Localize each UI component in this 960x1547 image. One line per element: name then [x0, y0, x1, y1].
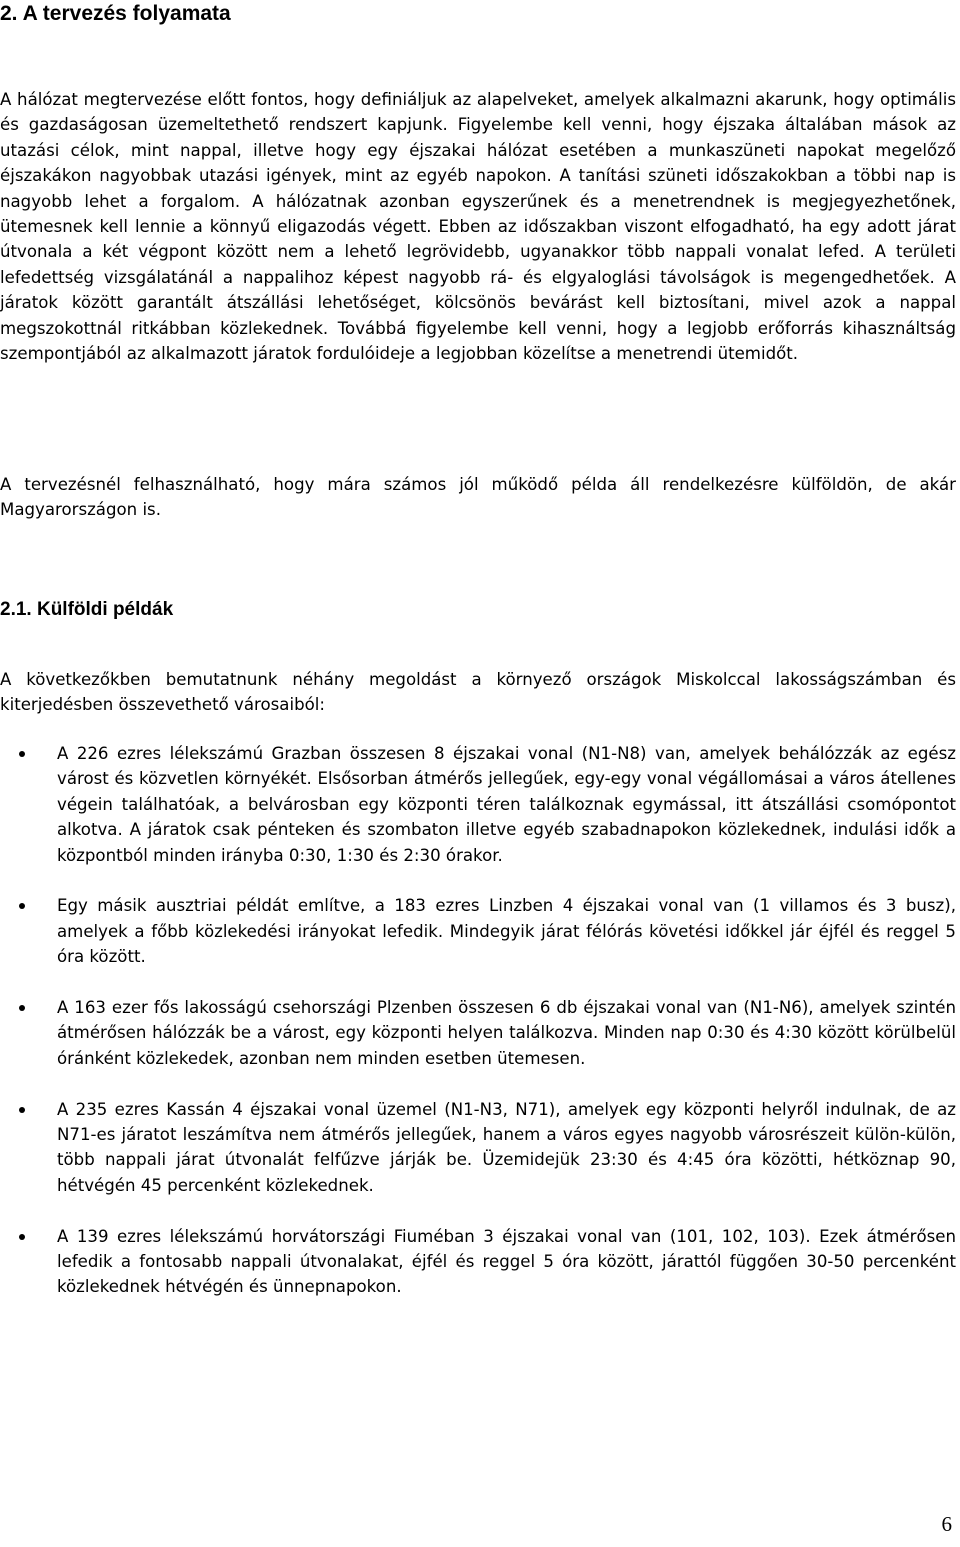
bullet-icon — [19, 751, 25, 757]
bullet-icon — [19, 1005, 25, 1011]
list-item-kassa — [0, 1097, 956, 1199]
bullet-icon — [19, 1234, 25, 1240]
list-item-text: Egy másik ausztriai példát említve, a 183 ezres Linzben 4 éjszakai vonal van (1 villamos és 3 busz), amelyek a főbb közlekedési irányokat lefedik. Mindegyik járat félórás követési időkkel jár éjfél és reggel 5 óra között. — [57, 896, 956, 967]
intro-paragraph: A hálózat megtervezése előtt fontos, hogy definiáljuk az alapelveket, amelyek alkalmazni akarunk, hogy optimális és gazdaságosan üzemeltethető rendszert kapjunk. Figyelembe kell venni, hogy éjszaka általában mások az utazási célok, mint nappal, illetve hogy egy éjszakai hálózat esetében a munkaszüneti napokat megelőző éjszakákon nagyobbak utazási igények, mint az egyéb napokon. A tanítási szüneti időszakokban a többi nap is nagyobb lehet a forgalom. A hálózatnak azonban egyszerűnek és a menetrendnek is megjegyezhetőnek, ütemesnek kell lennie a könnyű eligazodás végett. Ebben az időszakban viszont elfogadható, ha egy adott járat útvonala a két végpont között nem a lehető legrövidebb, ugyanakkor több nappali vonalat lefed. A területi lefedettség vizsgálatánál a nappalihoz képest nagyobb rá- és elgyaloglási távolságok is megengedhetőek. A járatok között garantált átszállási lehetőséget, kölcsönös bevárást kell biztosítani, mivel azok a nappal megszokottnál ritkábban közlekednek. Továbbá figyelembe kell venni, hogy a legjobb erőforrás kihasználtság szempontjából az alkalmazott járatok fordulóideje a legjobban közelítse a menetrendi ütemidőt. — [0, 90, 956, 364]
examples-list — [0, 741, 956, 1300]
list-item-fiume — [0, 1224, 956, 1300]
subsection-intro-paragraph: A következőkben bemutatnunk néhány megoldást a környező országok Miskolccal lakosságszámban és kiterjedésben összevethető városaiból: — [0, 670, 956, 715]
list-item-text: A 226 ezres lélekszámú Grazban összesen 8 éjszakai vonal (N1-N8) van, amelyek behálózzák az egész várost és közvetlen környékét. Elsősorban átmérős jellegűek, egy-egy vonal végállomásai a város átellenes végein találhatóak, a belvárosban egy központi téren találkoznak egymással, itt átszállási csomópontot alkotva. A járatok csak pénteken és szombaton illetve egyéb szabadnapokon közlekednek, indulási idők a központból minden irányba 0:30, 1:30 és 2:30 órakor. — [57, 744, 956, 865]
list-item-text: A 235 ezres Kassán 4 éjszakai vonal üzemel (N1-N3, N71), amelyek egy központi helyről indulnak, de az N71-es járatot leszámítva nem átmérős jellegűek, hanem a város egyes nagyobb városrészeit külön-külön, több nappali járat útvonalát felfűzve járják be. Üzemidejük 23:30 és 4:45 óra közötti, hétköznap 90, hétvégén 45 percenként közlekednek. — [57, 1099, 956, 1195]
subsection-title: 2.1. Külföldi példák — [0, 599, 174, 620]
list-item-graz — [0, 741, 956, 868]
list-item-linz — [0, 893, 956, 969]
bullet-icon — [19, 903, 25, 909]
page-number: 6 — [941, 1512, 952, 1536]
list-item-text: A 163 ezer fős lakosságú csehországi Plzenben összesen 6 db éjszakai vonal van (N1-N6), amelyek szintén átmérősen hálózzák be a várost, egy központi helyen találkozva. Minden nap 0:30 és 4:30 között körülbelül óránként közlekedek, azonban nem minden esetben ütemesen. — [57, 998, 956, 1068]
examples-available-paragraph: A tervezésnél felhasználható, hogy mára számos jól működő példa áll rendelkezésre külföldön, de akár Magyarországon is. — [0, 475, 956, 520]
list-item-plzen — [0, 995, 956, 1071]
bullet-icon — [19, 1107, 25, 1113]
list-item-text: A 139 ezres lélekszámú horvátországi Fiuméban 3 éjszakai vonal van (101, 102, 103). Ezek átmérősen lefedik a fontosabb nappali útvonalakat, éjfél és reggel 5 óra között, járattól függően 30-50 percenként közlekednek hétvégén és ünnepnapokon. — [57, 1226, 956, 1297]
section-title: 2. A tervezés folyamata — [0, 2, 231, 25]
